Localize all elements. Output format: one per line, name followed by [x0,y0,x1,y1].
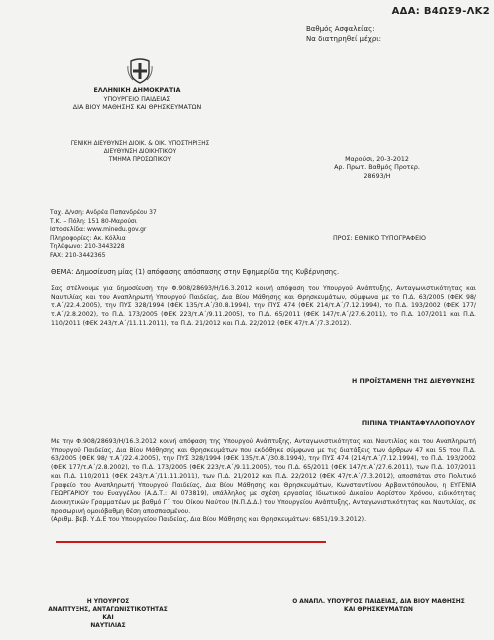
sig-left-title: Η ΥΠΟΥΡΓΟΣ [86,599,130,605]
protocol-number: 28693/Η [363,172,391,180]
website: Ιστοσελίδα: www.minedu.gov.gr [50,226,147,234]
place-date: Μαρούσι, 20-3-2012 [345,156,409,163]
ministry-header [52,87,222,113]
decision-text [51,438,476,525]
security-level: Βαθμός Ασφαλείας: [306,25,375,33]
head-of-directorate-title: Η ΠΡΟΪΣΤΑΜΕΝΗ ΤΗΣ ΔΙΕΥΘΥΝΣΗΣ [351,378,475,385]
postal-code: Τ.Κ. – Πόλη: 151 80-Μαρούσι [50,217,137,225]
ministry-name: ΥΠΟΥΡΓΕΙΟ ΠΑΙΔΕΙΑΣ [103,95,171,103]
sig-left-ministry: ΑΝΑΠΤΥΞΗΣ, ΑΝΤΑΓΩΝΙΣΤΙΚΟΤΗΤΑΣ ΚΑΙ [48,607,168,621]
address-block [50,209,157,261]
general-directorate: ΓΕΝΙΚΗ ΔΙΕΥΘΥΝΣΗ ΔΙΟΙΚ. & ΟΙΚ. ΥΠΟΣΤΗΡΙΞΗΣ [70,141,210,147]
sig-right-title: Ο ΑΝΑΠΛ. ΥΠΟΥΡΓΟΣ ΠΑΙΔΕΙΑΣ, ΔΙΑ ΒΙΟΥ ΜΑΘΗΣΗΣ [292,599,465,605]
body-paragraph-3: (Αριθμ. βεβ. Υ.Δ.Ε του Υπουργείου Παιδείας, Δια Βίου Μάθησης και Θρησκευμάτων: 6851/19.3.2012). [51,516,367,524]
retain-until: Να διατηρηθεί μέχρι: [306,35,381,43]
ada-code: ΑΔΑ: Β4ΩΣ9-ΛΚ2 [391,6,490,17]
ministry-subname: ΔΙΑ ΒΙΟΥ ΜΑΘΗΣΗΣ ΚΑΙ ΘΡΗΣΚΕΥΜΑΤΩΝ [72,104,202,112]
security-block [306,24,381,44]
info-contact: Πληροφορίες: Ακ. Κόλλια [50,234,126,242]
fax: FAX: 210-3442365 [50,251,106,259]
body-paragraph-2: Με την Φ.908/28693/Η/16.3.2012 κοινή απόφαση της Υπουργού Ανάπτυξης, Ανταγωνιστικότητας και Ναυτιλίας και του Αναπληρωτή Υπουργού Παιδείας, Δια Βίου Μάθησης και Θρησκευμάτων που εκδόθηκε σύμφωνα με τις διατάξεις των άρθρων 47 και 55 του Π.Δ. 63/2005 (ΦΕΚ 98/ τ.Α΄/22.4.2005), την ΠΥΣ 328/1994 (ΦΕΚ 135/τ.Α΄/30.8.1994), την ΠΥΣ 474 (214/τ.Α΄/7.12.1994), το Π.Δ. 193/2002 (ΦΕΚ 177/τ.Α΄/2.8.2002), το Π.Δ. 173/2005 (ΦΕΚ 223/τ.Α΄/9.11.2005), του Π.Δ. 65/2011 (ΦΕΚ 147/τ.Α΄/27.6.2011), των Π.Δ. 107/2011 και Π.Δ. 110/2011 (ΦΕΚ 243/τ.Α΄/11.11.2011), των Π.Δ. 21/2012 και Π.Δ. 22/2012 (ΦΕΚ 47/τ.Α΄/7.3.2012), αποσπάται στο Πολιτικό Γραφείο του Αναπληρωτή Υπουργού Παιδείας, Δια Βίου Μάθησης και Θρησκευμάτων, Κωνσταντίνου Αρβανιτόπουλου, η ΕΥΓΕΝΙΑ ΓΕΩΡΓΑΡΙΟΥ του Ευαγγέλου (Α.Δ.Τ.: ΑΙ 073819), υπάλληλος με σχέση εργασίας Ιδιωτικού Δικαίου Αορίστου Χρόνου, ειδικότητας Διοικητικών Γραμματέων με βαθμό Γ΄ του Οίκου Ναύτου (Ν.Π.Δ.Δ.) του Υπουργείου Ανάπτυξης, Ανταγωνιστικότητας και Ναυτιλίας, σε προσωρινή ομοιόβαθμη θέση αποσπασμένου. [51,438,476,515]
subject-line: ΘΕΜΑ: Δημοσίευση μίας (1) απόφασης απόσπασης στην Εφημερίδα της Κυβέρνησης. [51,268,340,276]
directorate: ΔΙΕΥΘΥΝΣΗ ΔΙΟΙΚΗΤΙΚΟΥ [103,149,177,155]
recipient: ΠΡΟΣ: ΕΘΝΙΚΟ ΤΥΠΟΓΡΑΦΕΙΟ [333,235,426,242]
signer-name: ΠΙΠΙΝΑ ΤΡΙΑΝΤΑΦΥΛΛΟΠΟΥΛΟΥ [361,420,475,427]
republic-name: ΕΛΛΗΝΙΚΗ ΔΗΜΟΚΡΑΤΙΑ [93,87,181,94]
protocol-label: Αρ. Πρωτ. Βαθμός Προτερ. [334,164,420,172]
signature-right [276,598,481,614]
directorate-header [50,140,230,164]
signature-left [48,598,168,630]
phone: Τηλέφωνο: 210-3443228 [50,243,125,251]
sig-left-ministry-2: ΝΑΥΤΙΛΙΑΣ [90,623,126,629]
red-underline-highlight [56,541,326,543]
greek-coat-of-arms-emblem-icon [127,58,153,84]
postal-address: Ταχ. Δ/νση: Ανδρέα Παπανδρέου 37 [50,209,157,216]
department: ΤΜΗΜΑ ΠΡΟΣΩΠΙΚΟΥ [108,157,172,163]
sig-right-ministry: ΚΑΙ ΘΡΗΣΚΕΥΜΑΤΩΝ [344,607,413,613]
body-paragraph-1: Σας στέλνουμε για δημοσίευση την Φ.908/28693/Η/16.3.2012 κοινή απόφαση του Υπουργού Ανάπτυξης, Ανταγωνιστικότητας και Ναυτιλίας και του Αναπληρωτή Υπουργού Παιδείας, Δια Βίου Μάθησης και Θρησκευμάτων, σύμφωνα με το Π.Δ. 63/2005 (ΦΕΚ 98/ τ.Α΄/22.4.2005), την ΠΥΣ 328/1994 (ΦΕΚ 135/τ.Α΄/30.8.1994), την ΠΥΣ 474 (ΦΕΚ 214/τ.Α΄/7.12.1994), το Π.Δ. 193/2002 (ΦΕΚ 177/τ.Α΄/2.8.2002), το Π.Δ. 173/2005 (ΦΕΚ 223/τ.Α΄/9.11.2005), το Π.Δ. 65/2011 (ΦΕΚ 147/τ.Α΄/27.6.2011), το Π.Δ. 107/2011 και Π.Δ. 110/2011 (ΦΕΚ 243/τ.Α΄/11.11.2011), τα Π.Δ. 21/2012 και Π.Δ. 22/2012 (ΦΕΚ 47/τ.Α΄/7.3.2012). [51,285,476,327]
place-date-block [322,156,432,181]
